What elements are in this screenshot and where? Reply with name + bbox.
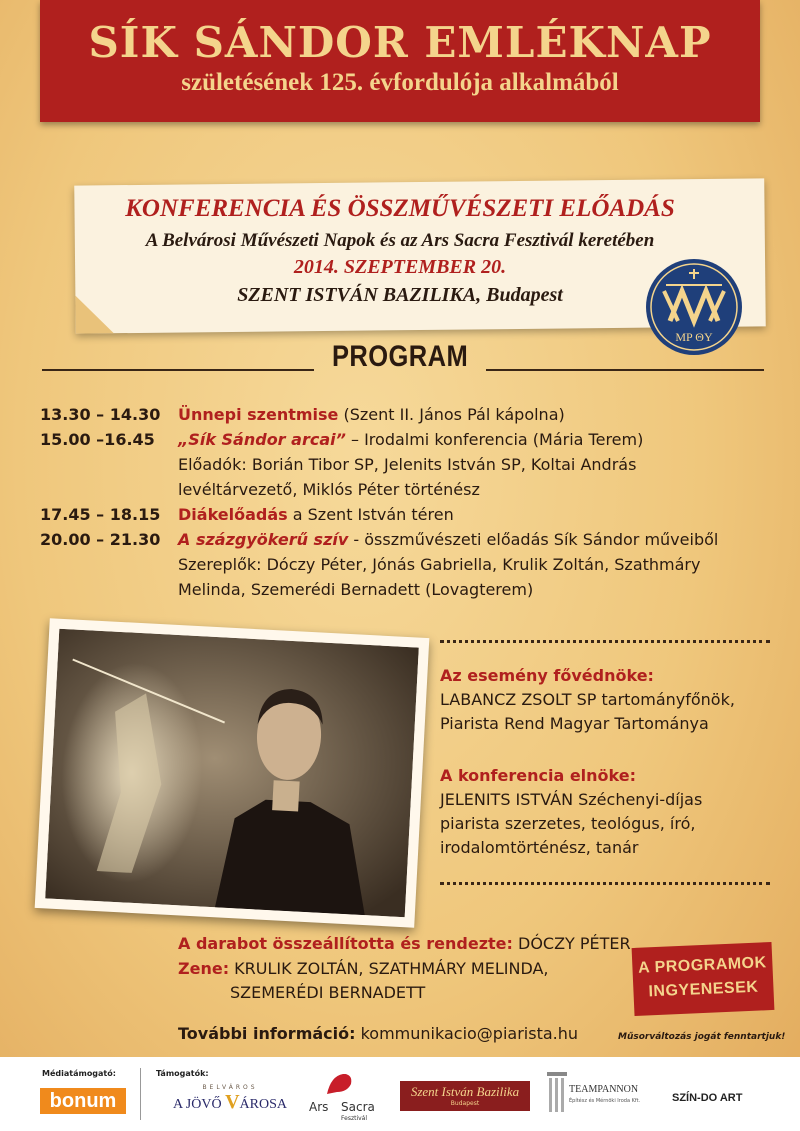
header-banner bbox=[40, 0, 760, 122]
music-label: Zene: bbox=[178, 959, 230, 978]
teampannon-column-icon bbox=[545, 1070, 569, 1114]
portrait-photo bbox=[35, 618, 430, 927]
badge-line: A PROGRAMOK bbox=[637, 954, 767, 977]
chair-heading: A konferencia elnöke: bbox=[440, 766, 637, 785]
chair-line: JELENITS ISTVÁN Széchenyi-díjas bbox=[440, 790, 703, 809]
teampannon-logo: TEAMPANNON Építész és Mérnöki Iroda Kft. bbox=[545, 1070, 655, 1116]
conference-title: KONFERENCIA ÉS ÖSSZMŰVÉSZETI ELŐADÁS bbox=[125, 195, 675, 222]
schedule-title: A százgyökerű szív bbox=[178, 530, 349, 549]
badge-line: INGYENESEK bbox=[648, 978, 759, 1001]
schedule-title: „Sík Sándor arcai” bbox=[178, 430, 346, 449]
schedule-extra: Szereplők: Dóczy Péter, Jónás Gabriella, Krulik Zoltán, Szathmáry bbox=[178, 555, 701, 574]
patron-line: Piarista Rend Magyar Tartománya bbox=[440, 714, 709, 733]
chair-block bbox=[440, 764, 780, 860]
program-rule-left bbox=[42, 369, 314, 371]
program-rule-right bbox=[486, 369, 764, 371]
music-names: KRULIK ZOLTÁN, SZATHMÁRY MELINDA, bbox=[229, 959, 549, 978]
schedule-extra: Melinda, Szemerédi Bernadett (Lovagterem) bbox=[178, 580, 534, 599]
support-label: Támogatók: bbox=[156, 1069, 209, 1078]
info-email-link[interactable]: kommunikacio@piarista.hu bbox=[355, 1024, 579, 1043]
patron-heading: Az esemény fővédnöke: bbox=[440, 666, 654, 685]
program-schedule bbox=[40, 402, 780, 602]
schedule-desc: – Irodalmi konferencia (Mária Terem) bbox=[345, 430, 644, 449]
event-subtitle: születésének 125. évfordulója alkalmából bbox=[181, 69, 619, 96]
chair-line: irodalomtörténész, tanár bbox=[440, 838, 639, 857]
schedule-extra: levéltárvezető, Miklós Péter történész bbox=[178, 480, 480, 499]
divider-top bbox=[440, 640, 770, 643]
footer-separator bbox=[140, 1068, 141, 1120]
info-label: További információ: bbox=[178, 1024, 356, 1043]
schedule-desc: (Szent II. János Pál kápolna) bbox=[338, 405, 565, 424]
chair-line: piarista szerzetes, teológus, író, bbox=[440, 814, 696, 833]
logo-text: MP ΘY bbox=[675, 330, 713, 344]
credits-music bbox=[178, 957, 549, 981]
conference-framework: A Belvárosi Művészeti Napok és az Ars Sacra Fesztivál keretében bbox=[145, 230, 655, 251]
schedule-item bbox=[40, 502, 780, 527]
schedule-item bbox=[40, 427, 780, 452]
jovo-varosa-logo: BELVÁROS A JÖVŐ VÁROSA bbox=[172, 1084, 288, 1113]
schedule-time: 17.45 – 18.15 bbox=[40, 505, 161, 524]
conference-venue: SZENT ISTVÁN BAZILIKA, Budapest bbox=[237, 284, 563, 306]
schedule-title: Ünnepi szentmise bbox=[178, 405, 339, 424]
change-note: Műsorváltozás jogát fenntartjuk! bbox=[618, 1032, 786, 1042]
bazilika-logo: Szent István Bazilika Budapest bbox=[400, 1081, 530, 1111]
schedule-time: 15.00 –16.45 bbox=[40, 430, 155, 449]
event-title: SÍK SÁNDOR EMLÉKNAP bbox=[88, 18, 712, 67]
schedule-item bbox=[40, 527, 780, 552]
schedule-time: 20.00 – 21.30 bbox=[40, 530, 161, 549]
free-badge bbox=[632, 942, 775, 1016]
credits-director bbox=[178, 932, 631, 956]
ars-sacra-angel-icon bbox=[319, 1070, 359, 1100]
bonum-logo: bonum bbox=[40, 1088, 126, 1114]
divider-bottom bbox=[440, 882, 770, 885]
schedule-extra: Előadók: Borián Tibor SP, Jelenits István SP, Koltai András bbox=[178, 455, 637, 474]
conference-date: 2014. SZEPTEMBER 20. bbox=[293, 256, 507, 278]
patron-line: LABANCZ ZSOLT SP tartományfőnök, bbox=[440, 690, 735, 709]
ars-sacra-logo: Ars Sacra Fesztivál bbox=[305, 1070, 385, 1125]
schedule-desc: a Szent István téren bbox=[287, 505, 454, 524]
media-label: Médiatámogató: bbox=[42, 1069, 116, 1078]
program-title: PROGRAM bbox=[332, 340, 469, 373]
director-label: A darabot összeállította és rendezte: bbox=[178, 934, 513, 953]
music-names-2: SZEMERÉDI BERNADETT bbox=[230, 983, 426, 1002]
schedule-item bbox=[40, 402, 780, 427]
szin-do-art-logo: SZÍN-DO ART bbox=[672, 1092, 743, 1104]
director-name: DÓCZY PÉTER bbox=[512, 934, 631, 953]
schedule-time: 13.30 – 14.30 bbox=[40, 405, 161, 424]
piarist-logo bbox=[644, 257, 744, 357]
schedule-desc: - összművészeti előadás Sík Sándor műveiből bbox=[348, 530, 719, 549]
schedule-title: Diákelőadás bbox=[178, 505, 288, 524]
patron-block bbox=[440, 664, 780, 736]
credits-info bbox=[178, 1022, 578, 1046]
